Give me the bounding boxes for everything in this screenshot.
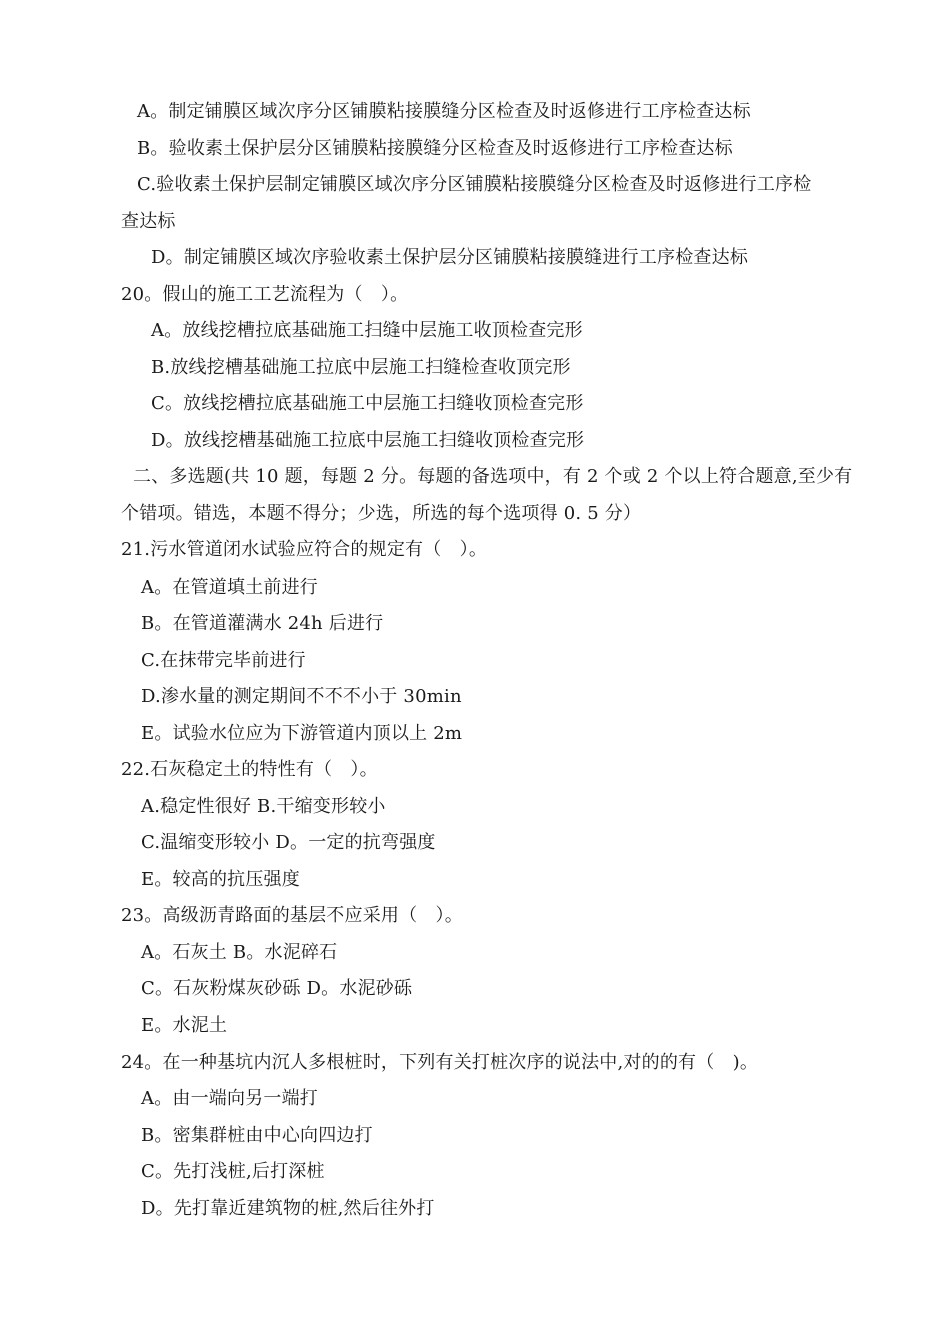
q21-stem: 21.污水管道闭水试验应符合的规定有（ ）。 — [121, 539, 488, 560]
q23-stem: 23。高级沥青路面的基层不应采用（ ）。 — [121, 905, 463, 926]
q24-stem: 24。在一种基坑内沉人多根桩时，下列有关打桩次序的说法中,对的的有（ )。 — [121, 1052, 759, 1073]
q22-stem: 22.石灰稳定土的特性有（ ）。 — [121, 759, 378, 780]
q22-option-e: E。较高的抗压强度 — [141, 869, 300, 890]
q22-options-ab: A.稳定性很好 B.干缩变形较小 — [141, 796, 386, 817]
q23-option-e: E。水泥土 — [141, 1015, 228, 1036]
q24-option-b: B。密集群桩由中心向四边打 — [141, 1125, 373, 1146]
q21-option-d: D.渗水量的测定期间不不不小于 30min — [141, 686, 462, 707]
q20-stem: 20。假山的施工工艺流程为（ ）。 — [121, 284, 409, 305]
q21-option-c: C.在抹带完毕前进行 — [141, 650, 306, 671]
q19-option-d: D。制定铺膜区域次序验收素土保护层分区铺膜粘接膜缝进行工序检查达标 — [151, 247, 749, 268]
q24-option-a: A。由一端向另一端打 — [141, 1088, 318, 1109]
q21-option-b: B。在管道灌满水 24h 后进行 — [141, 613, 384, 634]
section2-header-continued: 个错项。错选，本题不得分；少选，所选的每个选项得 0. 5 分） — [121, 503, 642, 524]
q23-options-ab: A。石灰土 B。水泥碎石 — [141, 942, 338, 963]
q19-option-a: A。制定铺膜区域次序分区铺膜粘接膜缝分区检查及时返修进行工序检查达标 — [137, 101, 751, 122]
q22-options-cd: C.温缩变形较小 D。一定的抗弯强度 — [141, 832, 436, 853]
q19-option-c-continued: 查达标 — [121, 211, 176, 232]
q19-option-c: C.验收素土保护层制定铺膜区域次序分区铺膜粘接膜缝分区检查及时返修进行工序检 — [137, 174, 812, 195]
q23-options-cd: C。石灰粉煤灰砂砾 D。水泥砂砾 — [141, 978, 413, 999]
q21-option-e: E。试验水位应为下游管道内顶以上 2m — [141, 723, 463, 744]
q20-option-a: A。放线挖槽拉底基础施工扫缝中层施工收顶检查完形 — [151, 320, 583, 341]
q20-option-d: D。放线挖槽基础施工拉底中层施工扫缝收顶检查完形 — [151, 430, 585, 451]
section2-header: 二、多选题(共 10 题，每题 2 分。每题的备选项中，有 2 个或 2 个以上符合题意,至少有 — [133, 466, 853, 487]
q21-option-a: A。在管道填土前进行 — [141, 577, 318, 598]
q24-option-d: D。先打靠近建筑物的桩,然后往外打 — [141, 1198, 435, 1219]
q19-option-b: B。验收素土保护层分区铺膜粘接膜缝分区检查及时返修进行工序检查达标 — [137, 138, 733, 159]
q20-option-c: C。放线挖槽拉底基础施工中层施工扫缝收顶检查完形 — [151, 393, 584, 414]
q24-option-c: C。先打浅桩,后打深桩 — [141, 1161, 325, 1182]
q20-option-b: B.放线挖槽基础施工拉底中层施工扫缝检查收顶完形 — [151, 357, 571, 378]
